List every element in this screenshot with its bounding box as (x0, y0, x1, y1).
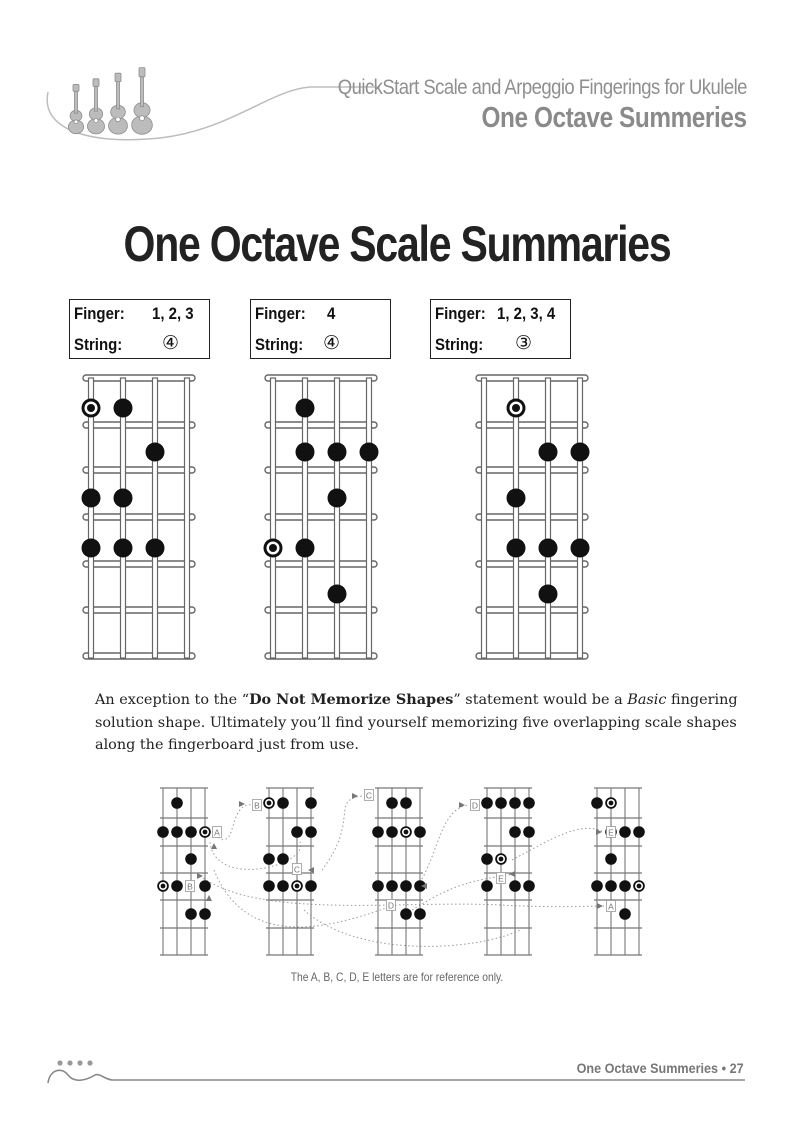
note-dot (114, 489, 133, 508)
note-dot (277, 853, 289, 865)
note-dot (360, 443, 379, 462)
note-dot (386, 880, 398, 892)
ukulele-neck-icon (117, 82, 120, 109)
note-dot (296, 539, 315, 558)
root-note-center (609, 801, 614, 806)
ukulele-neck-icon (75, 91, 78, 113)
shape-letter: A (214, 827, 220, 838)
page-number: 27 (729, 1060, 744, 1076)
shape-board-3 (372, 788, 426, 955)
paragraph-bold-phrase: Do Not Memorize Shapes (249, 691, 454, 708)
footer-bullet: • (721, 1060, 727, 1076)
note-dot (619, 880, 631, 892)
fretboard-3 (476, 375, 590, 659)
string-line (89, 378, 94, 658)
connector-line (322, 796, 362, 870)
finger-label: Finger: (435, 304, 486, 323)
footer-section: One Octave Summeries (576, 1060, 719, 1076)
note-dot (372, 880, 384, 892)
finger-box-2 (250, 299, 391, 359)
root-note-center (203, 830, 208, 835)
root-note-center (295, 884, 300, 889)
fret-line (265, 375, 377, 381)
ukulele-head-icon (73, 84, 79, 91)
note-dot (185, 908, 197, 920)
arrow-icon (509, 871, 515, 877)
fret-line (83, 653, 195, 659)
note-dot (619, 826, 631, 838)
note-dot (305, 797, 317, 809)
string-line (578, 378, 583, 658)
large-fretboard-diagrams (0, 360, 794, 680)
note-dot (372, 826, 384, 838)
note-dot (414, 826, 426, 838)
fret-line (83, 422, 195, 428)
note-dot (185, 853, 197, 865)
fret-line (476, 375, 588, 381)
finger-value: 4 (327, 304, 336, 323)
root-note-center (499, 857, 504, 862)
note-dot (171, 826, 183, 838)
note-dot (114, 539, 133, 558)
arrow-icon (206, 895, 212, 901)
fret-line (265, 422, 377, 428)
string-line (367, 378, 372, 658)
note-dot (539, 585, 558, 604)
note-dot (509, 797, 521, 809)
root-note-center (404, 830, 409, 835)
note-dot (571, 443, 590, 462)
note-dot (296, 443, 315, 462)
note-dot (199, 880, 211, 892)
fret-line (83, 607, 195, 613)
root-note-center (161, 884, 166, 889)
fret-line (476, 653, 588, 659)
root-note-center (269, 544, 277, 552)
footer (577, 1060, 744, 1076)
note-dot (171, 880, 183, 892)
note-dot (171, 797, 183, 809)
finger-value: 1, 2, 3 (152, 304, 194, 323)
ukulele-soundhole-icon (116, 117, 121, 122)
note-dot (277, 880, 289, 892)
root-note-center (637, 884, 642, 889)
header-subtitle: QuickStart Scale and Arpeggio Fingerings for Ukulele (337, 76, 747, 99)
ukulele-soundhole-icon (74, 120, 78, 124)
note-dot (263, 880, 275, 892)
footer-dot (67, 1060, 72, 1065)
string-line (514, 378, 519, 658)
fret-line (83, 375, 195, 381)
finger-label: Finger: (255, 304, 306, 323)
ukulele-soundhole-icon (139, 116, 144, 121)
shape-letter-label (607, 901, 616, 912)
note-dot (328, 489, 347, 508)
note-dot (495, 797, 507, 809)
note-dot (400, 908, 412, 920)
fret-line (476, 467, 588, 473)
scale-shapes-diagram (0, 780, 794, 970)
note-dot (539, 443, 558, 462)
connector-line (200, 873, 604, 907)
note-dot (591, 797, 603, 809)
note-dot (605, 853, 617, 865)
shape-letter-label (365, 790, 374, 801)
arrow-icon (239, 801, 245, 807)
shape-board-5 (591, 788, 645, 955)
note-dot (523, 797, 535, 809)
fret-line (476, 422, 588, 428)
string-line (121, 378, 126, 658)
string-line (482, 378, 487, 658)
note-dot (199, 908, 211, 920)
note-dot (82, 489, 101, 508)
note-dot (157, 826, 169, 838)
note-dot (633, 826, 645, 838)
note-dot (539, 539, 558, 558)
fret-line (265, 467, 377, 473)
string-label: String: (74, 335, 123, 354)
string-line (303, 378, 308, 658)
fret-line (476, 514, 588, 520)
string-value: ④ (323, 332, 341, 354)
note-dot (386, 826, 398, 838)
note-dot (523, 880, 535, 892)
root-note-center (87, 404, 95, 412)
footer-dot (87, 1060, 92, 1065)
shape-letter: C (365, 790, 373, 801)
note-dot (400, 880, 412, 892)
footer-dot (77, 1060, 82, 1065)
note-dot (263, 853, 275, 865)
note-dot (481, 853, 493, 865)
note-dot (507, 539, 526, 558)
ukulele-soundhole-icon (94, 119, 98, 123)
note-dot (185, 826, 197, 838)
shape-letter-label (253, 800, 262, 811)
note-dot (114, 399, 133, 418)
shape-letter: E (498, 873, 504, 884)
note-dot (305, 880, 317, 892)
header-section-title: One Octave Summeries (481, 102, 747, 134)
body-paragraph (72, 689, 752, 757)
string-line (185, 378, 190, 658)
string-label: String: (255, 335, 304, 354)
fret-line (265, 561, 377, 567)
page-title: One Octave Scale Summaries (123, 216, 671, 272)
shape-letter: D (387, 900, 395, 911)
root-note-center (512, 404, 520, 412)
note-dot (386, 797, 398, 809)
arrow-icon (597, 903, 603, 909)
fret-line (265, 607, 377, 613)
string-line (335, 378, 340, 658)
finger-box-3 (430, 299, 571, 359)
shape-board-1 (157, 788, 211, 955)
shape-letter: D (471, 800, 479, 811)
shape-board-4 (481, 788, 535, 955)
string-line (271, 378, 276, 658)
shape-letter-label (471, 800, 480, 811)
shape-letter: B (187, 881, 193, 892)
note-dot (414, 908, 426, 920)
note-dot (605, 880, 617, 892)
string-value: ④ (162, 332, 180, 354)
fret-line (83, 514, 195, 520)
shape-letter: C (293, 864, 301, 875)
paragraph-text: fingering solution shape. Ultimately you’ll find yourself memorizing five overlapping scale shapes along the fingerboard just from use. (95, 692, 738, 753)
arrow-icon (197, 873, 203, 879)
ukulele-neck-icon (95, 86, 98, 111)
note-dot (305, 826, 317, 838)
connector-line (418, 805, 468, 886)
note-dot (507, 489, 526, 508)
ukulele-head-icon (115, 73, 121, 81)
caption: The A, B, C, D, E letters are for reference only. (290, 970, 504, 984)
fret-line (265, 653, 377, 659)
shape-letter-label (186, 881, 195, 892)
note-dot (400, 797, 412, 809)
finger-value: 1, 2, 3, 4 (497, 304, 556, 323)
shape-letter-label (497, 873, 506, 884)
paragraph-text: An exception to the “ (95, 692, 250, 708)
shape-board-2 (263, 788, 317, 955)
note-dot (571, 539, 590, 558)
shape-letter-label (387, 900, 396, 911)
string-line (546, 378, 551, 658)
arrow-icon (352, 793, 358, 799)
fretboard-1 (82, 375, 196, 659)
root-note-center (267, 801, 272, 806)
note-dot (296, 399, 315, 418)
note-dot (509, 826, 521, 838)
ukulele-head-icon (139, 68, 145, 77)
fretboard-2 (264, 375, 379, 659)
note-dot (481, 797, 493, 809)
note-dot (591, 880, 603, 892)
note-dot (82, 539, 101, 558)
arrow-icon (596, 829, 602, 835)
fret-line (83, 467, 195, 473)
note-dot (509, 880, 521, 892)
note-dot (523, 826, 535, 838)
note-dot (277, 797, 289, 809)
shape-letter: B (254, 800, 260, 811)
connector-line (214, 870, 395, 927)
paragraph-text: ” statement would be a (453, 692, 628, 708)
shape-letter-label (293, 864, 302, 875)
ukulele-neck-icon (141, 77, 144, 107)
fret-line (83, 561, 195, 567)
note-dot (291, 826, 303, 838)
fret-line (476, 561, 588, 567)
ukulele-head-icon (93, 79, 99, 87)
string-value: ③ (515, 332, 533, 354)
shape-letter-label (213, 827, 222, 838)
shape-letter-label (607, 827, 616, 838)
paragraph-italic-word: Basic (627, 692, 667, 708)
footer-dot (57, 1060, 62, 1065)
note-dot (328, 585, 347, 604)
finger-label: Finger: (74, 304, 125, 323)
note-dot (619, 908, 631, 920)
note-dot (146, 443, 165, 462)
shape-letter: A (608, 901, 614, 912)
note-dot (146, 539, 165, 558)
note-dot (481, 880, 493, 892)
string-label: String: (435, 335, 484, 354)
finger-box-1 (69, 299, 210, 359)
string-line (153, 378, 158, 658)
fret-line (265, 514, 377, 520)
note-dot (328, 443, 347, 462)
arrow-icon (211, 843, 217, 849)
fret-line (476, 607, 588, 613)
shape-letter: E (608, 827, 614, 838)
